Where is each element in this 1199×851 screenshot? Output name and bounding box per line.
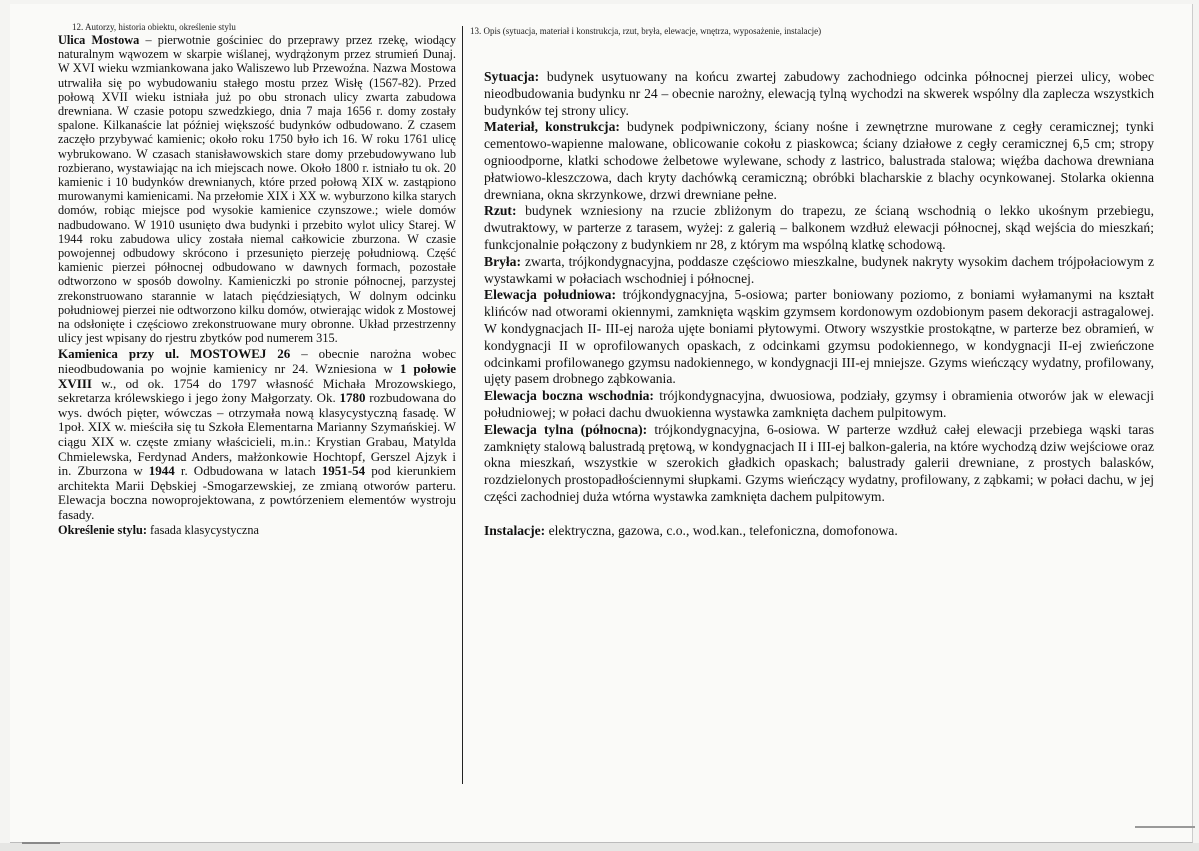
elewacja-wschodnia-label: Elewacja boczna wschodnia: — [484, 388, 654, 404]
elewacja-wschodnia-paragraph — [484, 388, 1154, 422]
style-line — [58, 523, 456, 537]
document-page — [10, 4, 1193, 843]
ulica-mostowa-paragraph — [58, 33, 456, 345]
instalacje-text: elektryczna, gazowa, c.o., wod.kan., telefoniczna, domofonowa. — [545, 522, 898, 538]
elewacja-tylna-text: trójkondygnacyjna, 6-osiowa. W parterze wzdłuż całej elewacji przebiega wąski taras zamknięty stalową balustradą prętową, w kondygnacjach II i III-ej balkon-galeria, na które wychodzą dziw wejściowe oraz okna mieszkań, wszystkie w szerokich gładkich opaskach; balustrady galerii drewniane, z prostych balasków, rozdzielonych prostopadłościennymi słupkami. Gzyms wieńczący wydatny, profilowany, z ząbkami; w połaci dachu, w jej części zachodniej duża wtórna wystawka zamknięta dachem pulpitowym. — [484, 421, 1154, 504]
kamienica-date-4: 1951-54 — [321, 463, 366, 479]
instalacje-label: Instalacje: — [484, 522, 546, 538]
rzut-paragraph — [484, 203, 1154, 253]
sytuacja-label: Sytuacja: — [484, 69, 540, 84]
style-label: Określenie stylu: — [58, 522, 147, 537]
kamienica-text-5: pod kierunkiem architekta Marii Dębskiej -Smogarzewskiej, ze zmianą otworów parteru. Elewacja boczna nowoprojektowana, z powtórzeniem elementów wystroju fasady. — [58, 463, 456, 522]
style-value: fasada klasycystyczna — [146, 522, 259, 537]
section-13-header: 13. Opis (sytuacja, materiał i konstrukcja, rzut, bryła, elewacje, wnętrza, wyposażenie, instalacje) — [470, 26, 822, 36]
right-column — [470, 26, 1155, 540]
elewacja-poludniowa-paragraph — [484, 287, 1154, 388]
kamienica-text-1: – obecnie narożna wobec nieodbudowania po wojnie kamienicy nr 24. Wzniesiona w — [58, 346, 456, 377]
left-column — [58, 22, 456, 537]
sytuacja-text: budynek usytuowany na końcu zwartej zabudowy zachodniego odcinka północnej pierzei ulicy, wobec nieodbudowania budynku nr 24 – obecnie narożny, elewacją tylną wychodzi na skwerek wspólny dla zaplecza wszystkich budynków tej strony ulicy. — [484, 69, 1154, 118]
bryla-label: Bryła: — [484, 253, 521, 269]
kamienica-text-2: w., od ok. 1754 do 1797 własność Michała Mrozowskiego, sekretarza królewskiego i jego żony Małgorzaty. Ok. — [58, 375, 456, 406]
bryla-text: zwarta, trójkondygnacyjna, poddasze częściowo mieszkalne, budynek nakryty wysokim dachem trójpołaciowym z wystawkami w połaciach wschodniej i północnej. — [484, 253, 1154, 286]
section-12-header: 12. Autorzy, historia obiektu, określenie stylu — [72, 22, 236, 32]
kamienica-date-3: 1944 — [148, 463, 175, 479]
scan-mark-right — [1135, 826, 1195, 828]
elewacja-tylna-paragraph — [484, 422, 1154, 506]
scan-bottom-edge — [0, 843, 1199, 851]
kamienica-text-4: r. Odbudowana w latach — [174, 463, 322, 479]
material-label: Materiał, konstrukcja: — [484, 119, 620, 135]
bryla-paragraph — [484, 254, 1154, 288]
kamienica-paragraph — [58, 347, 456, 522]
material-paragraph — [484, 119, 1154, 203]
ulica-text: – pierwotnie gościniec do przeprawy przez rzekę, wiodący naturalnym wąwozem w skarpie wiślanej, wydrążonym przez strumień Dunaj. W XVI wieku wzmiankowana jako Waliszewo lub Przewoźna. Nazwa Mostowa utrwaliła się po wybudowaniu stałego mostu przez Wisłę (1567-82). Przed połową XVII wieku istniała już po obu stronach ulicy zwarta zabudowa drewniana. W czasie potopu szwedzkiego, dnia 7 maja 1656 r. domy zostały spalone. Kilkanaście lat później większość budynków odbudowano. Z czasem zaczęło przybywać kamienic; około roku 1750 było ich 16. W roku 1761 ulicę wybrukowano. W czasach stanisławowskich stare domy przebudowywano lub rozbierano, wystawiając na ich miejscach nowe. Około 1800 r. istniało tu ok. 20 kamienic i 10 budynków drewnianych, które przed połową XIX w. zastąpiono murowanymi kamienicami. Na przełomie XIX i XX w. wyburzono kilka starych domów, robiąc miejsce pod wysokie kamienice czynszowe.; wiele domów nadbudowano. W 1910 usunięto dwa budynki i przebito wylot ulicy Starej. W 1944 roku zabudowa ulicy została niemal całkowicie zburzona. W czasie powojennej odbudowy skrócono i przesunięto pierzeję południową. Część kamienic pierzei północnej odbudowano w dawnych formach, pozostałe odtworzono w sposób dowolny. Kamieniczki po stronie północnej, parzystej zrekonstruowano starannie w latach pięćdziesiątych, W dolnym odcinku południowej pierzei nie odtworzono kilku domów, otwierając widok z Mostowej na odsłonięte i częściowo zrekonstruowane mury obronne. Układ przestrzenny ulicy jest wpisany do rjestru zbytków pod numerem 315. — [58, 33, 456, 346]
rzut-label: Rzut: — [484, 203, 517, 219]
elewacja-poludniowa-label: Elewacja południowa: — [484, 287, 616, 303]
kamienica-date-1: 1 połowie XVIII — [58, 361, 456, 391]
elewacja-tylna-label: Elewacja tylna (północna): — [484, 421, 648, 437]
instalacje-paragraph — [484, 523, 1154, 540]
elewacja-poludniowa-text: trójkondygnacyjna, 5-osiowa; parter boniowany poziomo, z boniami wyłamanymi na kształt klińców nad otworami okiennymi, zamknięta wąskim gzymsem kordonowym ozdobionym pasem dekoracji astragalowej. W kondygnacjach II- III-ej naroża ujęte boniami płytowymi. Otwory wszystkie prostokątne, w parterze bez obramień, w kondygnacji II w oprofilowanych opaskach, z odcinkami gzymsu podokiennego, w kondygnacji II-ej zwieńczone odcinkami profilowanego gzymsu nadokiennego, w kondygnacji III-ej mniejsze. Gzyms wieńczący wydatny, profilowany, ujęty pasem drobnego ząbkowania. — [484, 287, 1155, 387]
kamienica-date-2: 1780 — [339, 390, 366, 406]
scan-mark-left — [22, 842, 60, 844]
rzut-text: budynek wzniesiony na rzucie zbliżonym do trapezu, ze ścianą wschodnią o lekko ukośnym przebiegu, dwutraktowy, w parterze z tarasem, wyżej: z galerią – balkonem wzdłuż elewacji północnej, skąd wejścia do mieszkań; funkcjonalnie połączony z budynkiem nr 28, z którym ma wspólną klatkę schodową. — [484, 203, 1154, 252]
kamienica-text-3: rozbudowana do wys. dwóch pięter, wówczas – otrzymała nową klasycystyczną fasadę. W 1poł. XIX w. mieściła się tu Szkoła Elementarna Marianny Szymańskiej. W ciągu XIX w. częste zmiany właścicieli, m.in.: Krystian Grabau, Matylda Chmielewska, Ferdynad Anders, małżonkowie Hochtopf, Gerszel Ajzyk i in. Zburzona w — [58, 390, 457, 479]
material-text: budynek podpiwniczony, ściany nośne i zewnętrzne murowane z cegły ceramicznej; tynki cementowo-wapienne malowane, oblicowanie cokołu z piaskowca; ściany działowe z cegły ceramicznej 6,5 cm; stropy ognioodporne, klatki schodowe żelbetowe wylewane, schody z lastrico, balustrada stalowa; więźba dachowa drewniana płatwiowo-kleszczowa, dach kryty dachówką ceramiczną; obróbki blacharskie z blachy ocynkowanej. Stolarka okienna drewniana, okna skrzynkowe, drzwi drewniane pełne. — [484, 119, 1154, 202]
column-divider — [462, 26, 463, 784]
ulica-title: Ulica Mostowa — [58, 33, 140, 47]
elewacja-wschodnia-text: trójkondygnacyjna, dwuosiowa, podziały, gzymsy i obramienia otworów jak w elewacji południowej; w połaci dachu dwuokienna wystawka zamknięta dachem pulpitowym. — [484, 388, 1154, 420]
kamienica-title: Kamienica przy ul. MOSTOWEJ 26 — [58, 346, 291, 362]
sytuacja-paragraph — [484, 69, 1154, 119]
